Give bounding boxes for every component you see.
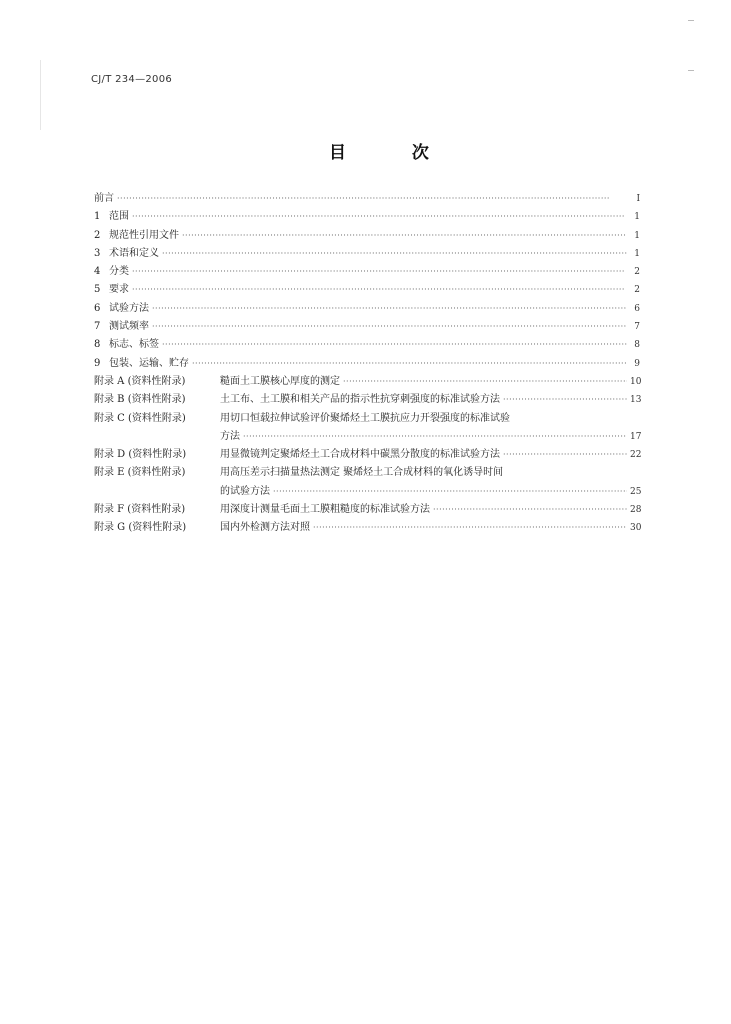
toc-entry-annex-continuation[interactable] [94, 486, 640, 504]
page-title: 目 次 [329, 143, 459, 163]
toc-entry-label: 国内外检测方法对照 [220, 522, 310, 534]
toc-page-number: 2 [634, 285, 640, 296]
leader-dots [132, 211, 627, 223]
toc-page-number: 1 [634, 212, 640, 223]
toc-entry-section[interactable] [94, 284, 640, 302]
leader-dots [192, 358, 627, 370]
toc-entry-section[interactable] [94, 248, 640, 266]
toc-section-number: 6 [94, 302, 101, 314]
toc-section-number: 7 [94, 321, 101, 333]
toc-page-number: 8 [634, 340, 640, 351]
leader-dots [343, 376, 627, 388]
toc-entry-annex[interactable] [94, 394, 640, 412]
toc-entry-label: 用深度计测量毛面土工膜粗糙度的标准试验方法 [220, 504, 430, 516]
leader-dots [503, 449, 627, 461]
toc-page-number: 7 [634, 322, 640, 333]
scan-margin-mark [688, 20, 694, 21]
toc-entry-label: 标志、标签 [109, 339, 159, 351]
toc-entry-label: 试验方法 [109, 302, 149, 314]
toc-annex-label: 附录 C (资料性附录) [94, 412, 186, 424]
toc-entry-label: 用切口恒载拉伸试验评价聚烯烃土工膜抗应力开裂强度的标准试验 [220, 412, 510, 424]
leader-dots [152, 321, 627, 333]
toc-annex-label: 附录 F (资料性附录) [94, 504, 186, 516]
leader-dots [433, 504, 627, 516]
toc-entry-annex[interactable] [94, 467, 640, 485]
toc-entry-label: 包装、运输、贮存 [109, 357, 189, 369]
toc-entry-annex-continuation[interactable] [94, 431, 640, 449]
leader-dots [162, 339, 627, 351]
leader-dots [117, 193, 627, 205]
toc-page-number: 25 [630, 486, 642, 497]
leader-dots [243, 431, 627, 443]
toc-annex-label: 附录 B (资料性附录) [94, 394, 186, 406]
toc-entry-label: 用显微镜判定聚烯烃土工合成材料中碳黑分散度的标准试验方法 [220, 449, 500, 461]
toc-entry-label: 要求 [109, 284, 129, 296]
toc-entry-label: 术语和定义 [109, 247, 159, 259]
toc-entry-label: 分类 [109, 266, 129, 278]
toc-entry-label: 的试验方法 [220, 485, 270, 497]
table-of-contents [94, 193, 640, 541]
standard-code: CJ/T 234—2006 [91, 74, 173, 85]
toc-entry-label: 测试频率 [109, 321, 149, 333]
toc-annex-label: 附录 G (资料性附录) [94, 522, 187, 534]
toc-section-number: 4 [94, 266, 101, 278]
toc-page-number: 13 [630, 395, 642, 406]
toc-entry-section[interactable] [94, 266, 640, 284]
toc-page-number: 28 [630, 505, 642, 516]
scan-margin-mark [688, 70, 694, 71]
toc-entry-section[interactable] [94, 230, 640, 248]
leader-dots [152, 303, 627, 315]
toc-annex-label: 附录 A (资料性附录) [94, 375, 186, 387]
toc-page-number: 10 [630, 376, 642, 387]
toc-page-number: I [636, 194, 640, 204]
toc-page-number: 2 [634, 267, 640, 278]
toc-entry-label: 前言 [94, 193, 114, 204]
toc-entry-section[interactable] [94, 339, 640, 357]
toc-page-number: 1 [634, 230, 640, 241]
toc-entry-label: 方法 [220, 430, 240, 442]
toc-page-number: 30 [630, 523, 642, 534]
toc-page-number: 17 [630, 431, 642, 442]
leader-dots [273, 486, 627, 498]
toc-entry-annex[interactable] [94, 504, 640, 522]
toc-entry-annex[interactable] [94, 449, 640, 467]
toc-page-number: 1 [634, 248, 640, 259]
leader-dots [313, 522, 627, 534]
toc-section-number: 2 [94, 229, 101, 241]
toc-section-number: 3 [94, 247, 101, 259]
toc-entry-annex[interactable] [94, 522, 640, 540]
toc-annex-label: 附录 E (资料性附录) [94, 467, 186, 479]
toc-page-number: 9 [634, 358, 640, 369]
toc-entry-section[interactable] [94, 303, 640, 321]
leader-dots [162, 248, 627, 260]
toc-entry-preface[interactable] [94, 193, 640, 211]
toc-annex-label: 附录 D (资料性附录) [94, 449, 187, 461]
toc-section-number: 1 [94, 211, 101, 223]
toc-section-number: 8 [94, 339, 101, 351]
leader-dots [503, 394, 627, 406]
toc-section-number: 5 [94, 284, 101, 296]
toc-page-number: 22 [630, 450, 642, 461]
toc-entry-section[interactable] [94, 358, 640, 376]
toc-entry-annex[interactable] [94, 376, 640, 394]
leader-dots [132, 284, 627, 296]
scan-margin-line [40, 60, 41, 130]
leader-dots [132, 266, 627, 278]
toc-page-number: 6 [634, 303, 640, 314]
toc-section-number: 9 [94, 357, 101, 369]
leader-dots [182, 230, 627, 242]
toc-entry-label: 范围 [109, 211, 129, 223]
toc-entry-label: 用高压差示扫描量热法测定 聚烯烃土工合成材料的氧化诱导时间 [220, 467, 504, 479]
toc-entry-label: 土工布、土工膜和相关产品的指示性抗穿刺强度的标准试验方法 [220, 394, 500, 406]
toc-entry-label: 规范性引用文件 [109, 229, 179, 241]
toc-entry-section[interactable] [94, 321, 640, 339]
toc-entry-label: 糙面土工膜核心厚度的测定 [220, 375, 340, 387]
toc-entry-annex[interactable] [94, 413, 640, 431]
toc-entry-section[interactable] [94, 211, 640, 229]
